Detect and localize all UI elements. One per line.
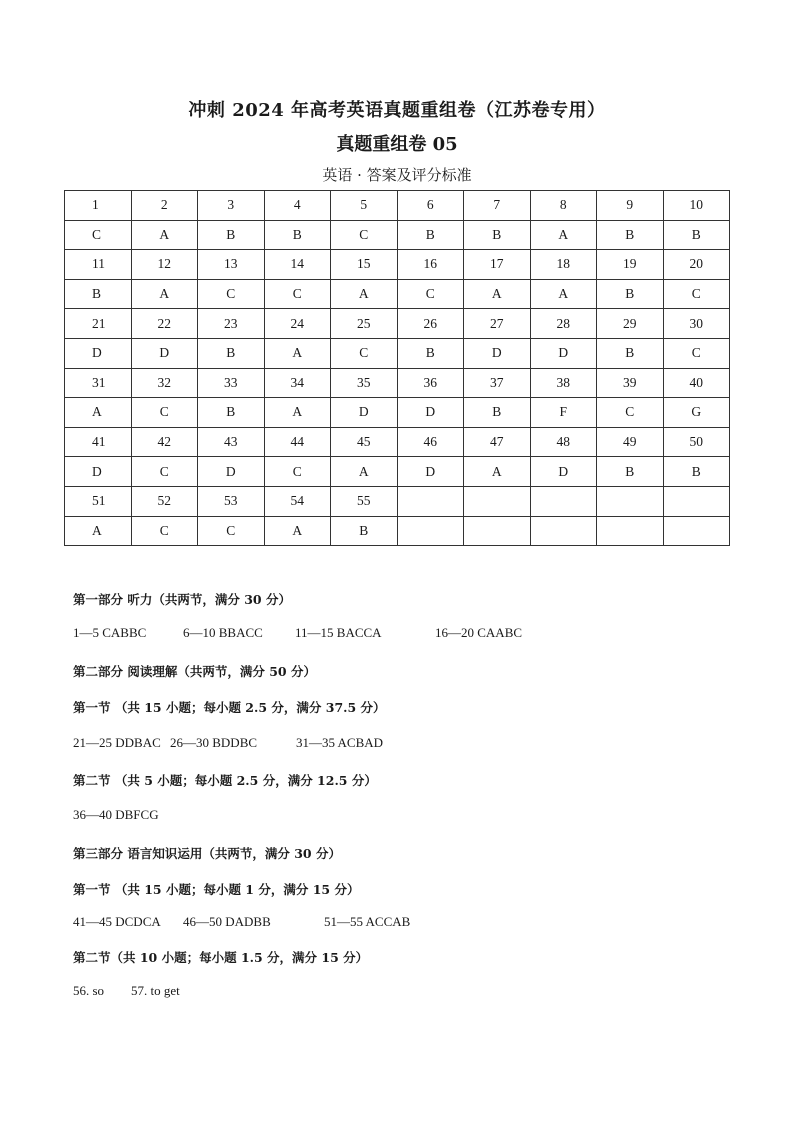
answer-cell: G: [663, 398, 730, 428]
question-number-cell: 29: [597, 309, 664, 339]
answer-cell: C: [663, 279, 730, 309]
answer-row: [65, 457, 730, 487]
answer-cell: B: [65, 279, 132, 309]
answer-cell: [663, 516, 730, 546]
question-number-cell: 4: [264, 191, 331, 221]
question-number-cell: 18: [530, 250, 597, 280]
answer-row: [65, 338, 730, 368]
question-number-cell: 3: [198, 191, 265, 221]
question-number-cell: 40: [663, 368, 730, 398]
answer-cell: C: [131, 516, 198, 546]
question-number-cell: [397, 486, 464, 516]
answer-row: [65, 279, 730, 309]
answer-cell: A: [464, 457, 531, 487]
answer-cell: B: [464, 220, 531, 250]
answer-group: 41—45 DCDCA: [73, 914, 161, 929]
answer-cell: B: [597, 279, 664, 309]
answer-cell: B: [597, 220, 664, 250]
question-number-cell: 31: [65, 368, 132, 398]
answer-cell: D: [464, 338, 531, 368]
answer-group: 21—25 DDBAC: [73, 735, 161, 750]
part2-section1-heading: 第一节 （共 15 小题；每小题 2.5 分，满分 37.5 分）: [73, 700, 386, 715]
question-number-cell: 15: [331, 250, 398, 280]
answer-row: [65, 398, 730, 428]
answer-group: 31—35 ACBAD: [296, 735, 384, 750]
question-number-cell: 49: [597, 427, 664, 457]
answer-table: [64, 190, 730, 546]
part1-answers: [73, 625, 522, 641]
question-number-cell: 39: [597, 368, 664, 398]
question-number-cell: 47: [464, 427, 531, 457]
answer-cell: A: [264, 516, 331, 546]
answer-item: 57. to get: [131, 983, 180, 998]
answer-cell: A: [65, 516, 132, 546]
question-number-cell: 16: [397, 250, 464, 280]
question-number-cell: 12: [131, 250, 198, 280]
question-number-cell: 24: [264, 309, 331, 339]
question-number-cell: 42: [131, 427, 198, 457]
answer-cell: D: [331, 398, 398, 428]
question-number-cell: 30: [663, 309, 730, 339]
question-number-cell: 48: [530, 427, 597, 457]
question-number-cell: 14: [264, 250, 331, 280]
answer-cell: A: [331, 457, 398, 487]
answer-cell: C: [131, 398, 198, 428]
answer-cell: B: [464, 398, 531, 428]
question-number-row: [65, 368, 730, 398]
question-number-row: [65, 427, 730, 457]
answer-group: 6—10 BBACC: [183, 625, 263, 640]
part3-section1-answers: [73, 914, 410, 930]
question-number-cell: 17: [464, 250, 531, 280]
question-number-cell: 44: [264, 427, 331, 457]
question-number-cell: 11: [65, 250, 132, 280]
answer-cell: [464, 516, 531, 546]
answer-cell: D: [530, 338, 597, 368]
question-number-cell: 23: [198, 309, 265, 339]
answer-cell: C: [331, 338, 398, 368]
question-number-cell: 54: [264, 486, 331, 516]
question-number-cell: 6: [397, 191, 464, 221]
answer-cell: B: [663, 220, 730, 250]
answer-row: [65, 220, 730, 250]
answer-cell: B: [663, 457, 730, 487]
question-number-cell: 20: [663, 250, 730, 280]
answer-cell: D: [65, 457, 132, 487]
document-title: 冲刺 2024 年高考英语真题重组卷（江苏卷专用）: [188, 100, 606, 121]
answer-cell: C: [65, 220, 132, 250]
question-number-cell: 41: [65, 427, 132, 457]
answer-cell: A: [264, 398, 331, 428]
answer-cell: B: [397, 220, 464, 250]
question-number-cell: 26: [397, 309, 464, 339]
part1-heading: 第一部分 听力（共两节，满分 30 分）: [73, 592, 291, 607]
question-number-cell: 8: [530, 191, 597, 221]
answer-group: 26—30 BDDBC: [170, 735, 258, 750]
question-number-cell: 9: [597, 191, 664, 221]
question-number-cell: 5: [331, 191, 398, 221]
answer-cell: D: [397, 398, 464, 428]
question-number-cell: [530, 486, 597, 516]
question-number-cell: 35: [331, 368, 398, 398]
part2-section1-answers: [73, 735, 383, 751]
answer-cell: A: [65, 398, 132, 428]
answer-cell: D: [397, 457, 464, 487]
answer-cell: C: [663, 338, 730, 368]
answer-row: [65, 516, 730, 546]
answer-cell: C: [131, 457, 198, 487]
part3-heading: 第三部分 语言知识运用（共两节，满分 30 分）: [73, 846, 341, 861]
part2-section2-heading: 第二节 （共 5 小题；每小题 2.5 分，满分 12.5 分）: [73, 773, 377, 788]
question-number-row: [65, 309, 730, 339]
part3-section2-heading: 第二节（共 10 小题；每小题 1.5 分，满分 15 分）: [73, 950, 369, 965]
answer-cell: D: [530, 457, 597, 487]
answer-group: 16—20 CAABC: [435, 625, 523, 640]
part3-section1-heading: 第一节 （共 15 小题；每小题 1 分，满分 15 分）: [73, 882, 360, 897]
answer-cell: D: [65, 338, 132, 368]
answer-group: 36—40 DBFCG: [73, 807, 159, 822]
question-number-cell: [464, 486, 531, 516]
answer-cell: B: [198, 220, 265, 250]
question-number-cell: 13: [198, 250, 265, 280]
question-number-row: [65, 191, 730, 221]
answer-cell: B: [331, 516, 398, 546]
answer-cell: [397, 516, 464, 546]
question-number-cell: 10: [663, 191, 730, 221]
answer-key-caption: 英语 · 答案及评分标准: [322, 166, 472, 184]
answer-cell: A: [131, 220, 198, 250]
answer-cell: A: [264, 338, 331, 368]
question-number-cell: 38: [530, 368, 597, 398]
question-number-cell: 45: [331, 427, 398, 457]
question-number-cell: 19: [597, 250, 664, 280]
answer-cell: C: [397, 279, 464, 309]
answer-cell: C: [331, 220, 398, 250]
question-number-row: [65, 486, 730, 516]
answer-cell: A: [530, 220, 597, 250]
answer-cell: C: [264, 279, 331, 309]
answer-cell: D: [198, 457, 265, 487]
answer-cell: D: [131, 338, 198, 368]
question-number-cell: 2: [131, 191, 198, 221]
question-number-cell: 27: [464, 309, 531, 339]
question-number-cell: [663, 486, 730, 516]
question-number-cell: 51: [65, 486, 132, 516]
answer-cell: B: [198, 398, 265, 428]
part3-section2-answers: [73, 983, 180, 999]
question-number-cell: 43: [198, 427, 265, 457]
question-number-cell: 7: [464, 191, 531, 221]
answer-group: 46—50 DADBB: [183, 914, 271, 929]
answer-cell: [530, 516, 597, 546]
part2-section2-answers: [73, 807, 159, 823]
answer-cell: B: [597, 338, 664, 368]
answer-cell: A: [464, 279, 531, 309]
question-number-cell: 46: [397, 427, 464, 457]
answer-cell: A: [331, 279, 398, 309]
answer-cell: B: [397, 338, 464, 368]
answer-cell: C: [198, 279, 265, 309]
question-number-cell: 50: [663, 427, 730, 457]
answer-cell: C: [198, 516, 265, 546]
answer-cell: C: [264, 457, 331, 487]
answer-cell: B: [198, 338, 265, 368]
answer-cell: A: [530, 279, 597, 309]
answer-cell: B: [597, 457, 664, 487]
answer-group: 11—15 BACCA: [295, 625, 382, 640]
document-subtitle: 真题重组卷 05: [336, 134, 458, 155]
part2-heading: 第二部分 阅读理解（共两节，满分 50 分）: [73, 664, 316, 679]
question-number-row: [65, 250, 730, 280]
question-number-cell: 1: [65, 191, 132, 221]
question-number-cell: 32: [131, 368, 198, 398]
question-number-cell: 28: [530, 309, 597, 339]
question-number-cell: [597, 486, 664, 516]
question-number-cell: 21: [65, 309, 132, 339]
question-number-cell: 33: [198, 368, 265, 398]
answer-cell: F: [530, 398, 597, 428]
question-number-cell: 37: [464, 368, 531, 398]
question-number-cell: 53: [198, 486, 265, 516]
answer-cell: [597, 516, 664, 546]
question-number-cell: 25: [331, 309, 398, 339]
question-number-cell: 36: [397, 368, 464, 398]
answer-group: 1—5 CABBC: [73, 625, 147, 640]
answer-cell: B: [264, 220, 331, 250]
answer-cell: C: [597, 398, 664, 428]
answer-cell: A: [131, 279, 198, 309]
question-number-cell: 22: [131, 309, 198, 339]
question-number-cell: 52: [131, 486, 198, 516]
question-number-cell: 55: [331, 486, 398, 516]
question-number-cell: 34: [264, 368, 331, 398]
answer-group: 51—55 ACCAB: [324, 914, 411, 929]
answer-item: 56. so: [73, 983, 105, 998]
